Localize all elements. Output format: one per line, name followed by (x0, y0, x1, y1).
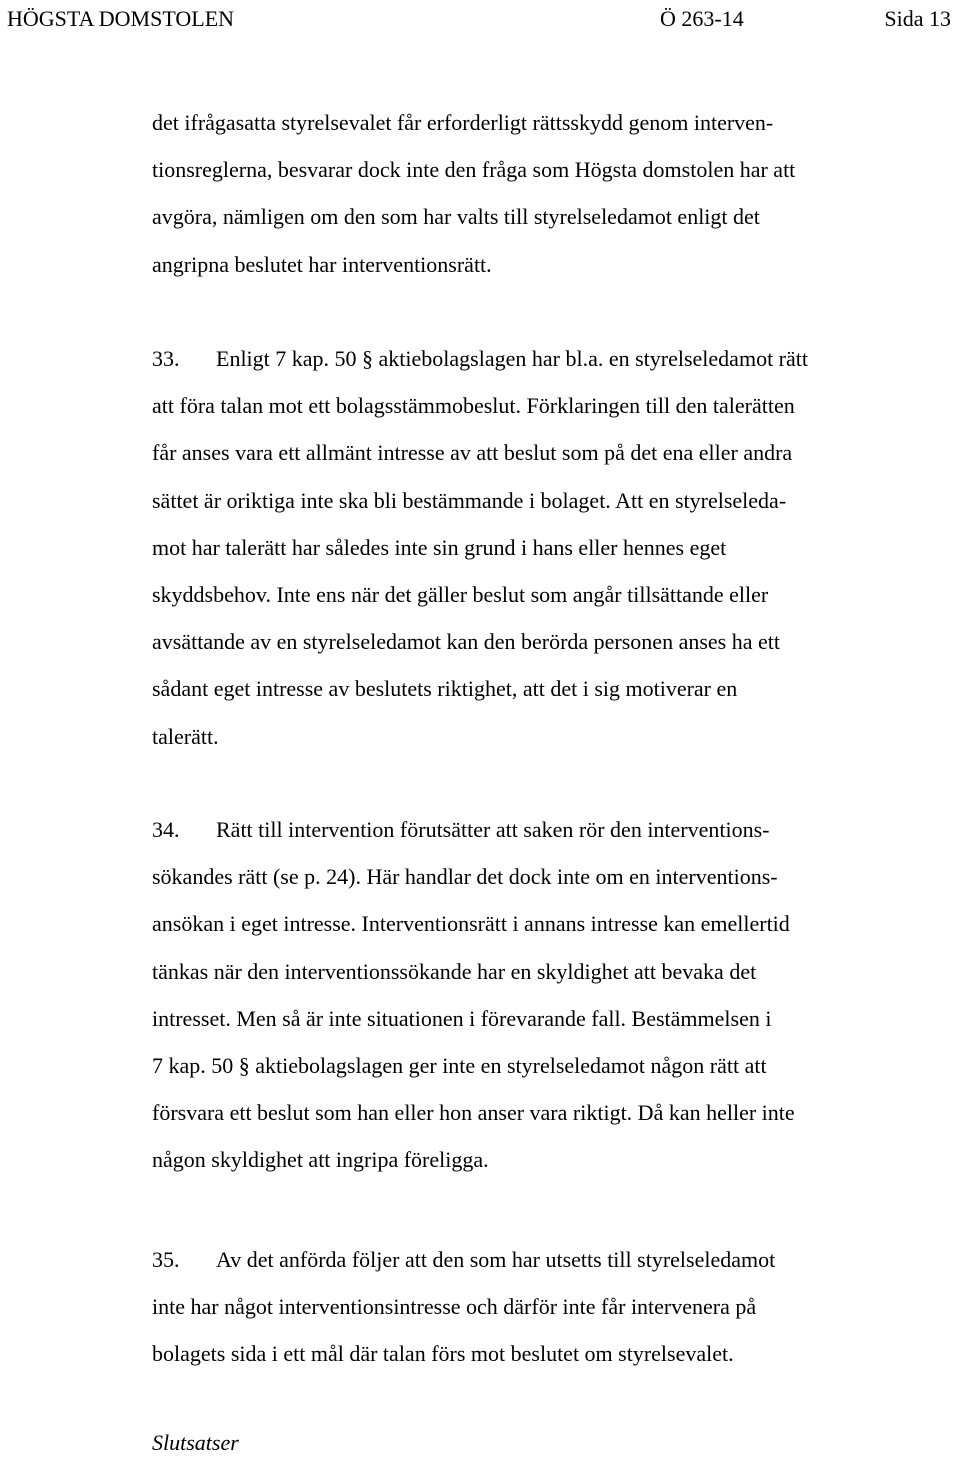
paragraph-number: 35. (152, 1247, 180, 1272)
paragraph-continued (152, 99, 960, 288)
text-line: försvara ett beslut som han eller hon anser vara riktigt. Då kan heller inte (152, 1100, 795, 1126)
text-line: Enligt 7 kap. 50 § aktiebolagslagen har bl.a. en styrelseledamot rätt (216, 346, 808, 371)
text-line: avsättande av en styrelseledamot kan den berörda personen anses ha ett (152, 629, 780, 655)
text-line: Rätt till intervention förutsätter att saken rör den interventions- (216, 817, 770, 842)
text-line: tionsreglerna, besvarar dock inte den fråga som Högsta domstolen har att (152, 157, 796, 183)
text-line: sättet är oriktiga inte ska bli bestämmande i bolaget. Att en styrelseleda- (152, 487, 787, 513)
case-number: Ö 263-14 (660, 6, 744, 31)
text-line: att föra talan mot ett bolagsstämmobeslut. Förklaringen till den talerätten (152, 393, 795, 419)
page-number: Sida 13 (884, 6, 951, 31)
page-header (7, 4, 951, 34)
paragraph-34 (152, 806, 960, 1184)
paragraph-first-line (152, 806, 960, 853)
text-line: det ifrågasatta styrelsevalet får erforderligt rättsskydd genom interven- (152, 110, 774, 135)
paragraph-number: 34. (152, 817, 180, 842)
text-line: talerätt. (152, 723, 219, 749)
text-line: tänkas när den interventionssökande har en skyldighet att bevaka det (152, 958, 757, 984)
text-line: Av det anförda följer att den som har utsetts till styrelseledamot (216, 1247, 776, 1272)
paragraph-33 (152, 335, 960, 760)
text-line: 7 kap. 50 § aktiebolagslagen ger inte en styrelseledamot någon rätt att (152, 1052, 767, 1078)
text-line: inte har något interventionsintresse och därför inte får intervenera på (152, 1294, 757, 1320)
text-line: angripna beslutet har interventionsrätt. (152, 251, 492, 277)
paragraph-35 (152, 1236, 960, 1378)
text-line: skyddsbehov. Inte ens när det gäller beslut som angår tillsättande eller (152, 581, 769, 607)
text-line: sökandes rätt (se p. 24). Här handlar det dock inte om en interventions- (152, 864, 778, 890)
paragraph-first-line (152, 335, 960, 382)
text-line: bolagets sida i ett mål där talan förs mot beslutet om styrelsevalet. (152, 1341, 734, 1367)
section-heading: Slutsatser (152, 1430, 239, 1455)
text-line: får anses vara ett allmänt intresse av att beslut som på det ena eller andra (152, 440, 793, 466)
text-line: avgöra, nämligen om den som har valts till styrelseledamot enligt det (152, 204, 760, 230)
text-line: ansökan i eget intresse. Interventionsrätt i annans intresse kan emellertid (152, 911, 790, 937)
court-name: HÖGSTA DOMSTOLEN (7, 6, 235, 31)
paragraph-number: 33. (152, 346, 180, 371)
text-line: mot har talerätt har således inte sin grund i hans eller hennes eget (152, 534, 727, 560)
text-line: någon skyldighet att ingripa föreligga. (152, 1147, 489, 1173)
text-line: sådant eget intresse av beslutets riktighet, att det i sig motiverar en (152, 676, 738, 702)
paragraph-first-line (152, 1236, 960, 1283)
text-line: intresset. Men så är inte situationen i förevarande fall. Bestämmelsen i (152, 1005, 772, 1031)
